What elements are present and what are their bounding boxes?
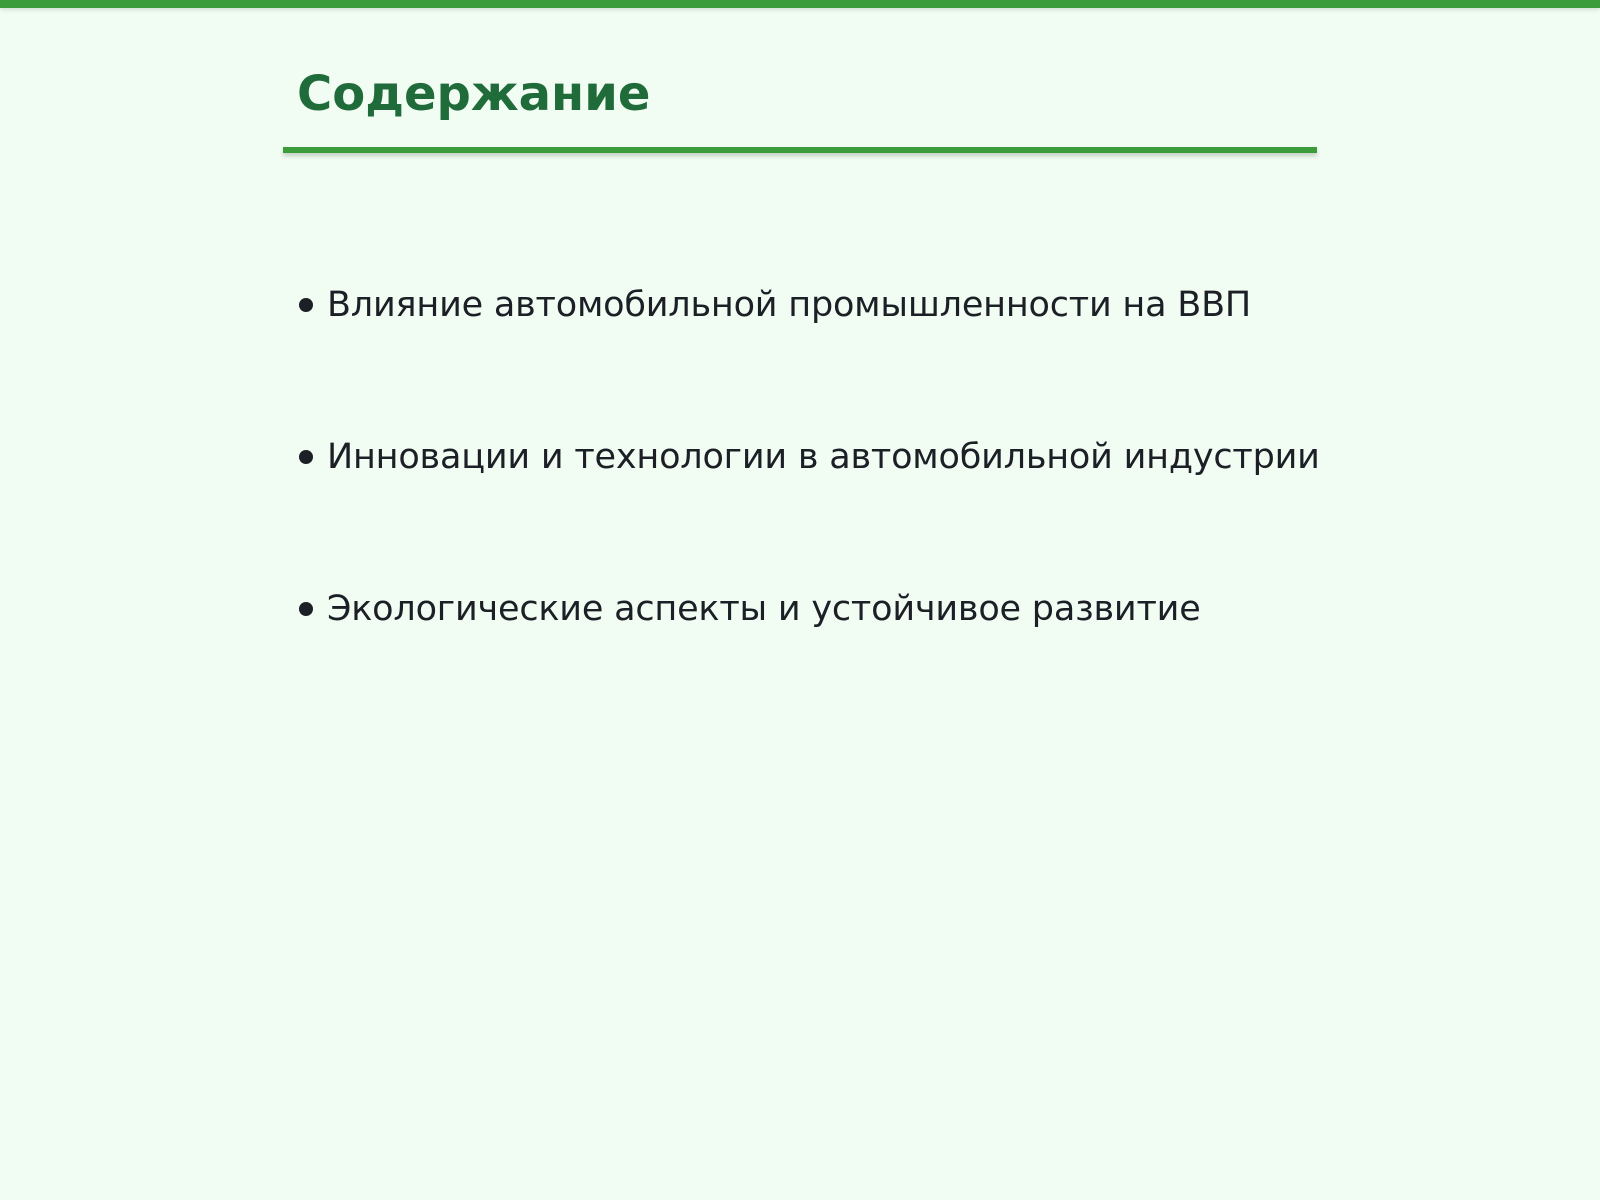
toc-item [299,280,1320,330]
toc-item [299,584,1320,634]
toc-list [299,280,1320,736]
toc-item-text: Инновации и технологии в автомобильной индустрии [327,437,1320,477]
slide-title: Содержание [297,66,651,122]
toc-item-text: Экологические аспекты и устойчивое развитие [327,589,1201,629]
toc-item [299,432,1320,482]
bullet-dot-icon [299,602,313,616]
bullet-dot-icon [299,298,313,312]
toc-item-text: Влияние автомобильной промышленности на ВВП [327,285,1252,325]
top-accent-bar [0,0,1600,8]
bullet-dot-icon [299,450,313,464]
title-underline [283,147,1317,153]
